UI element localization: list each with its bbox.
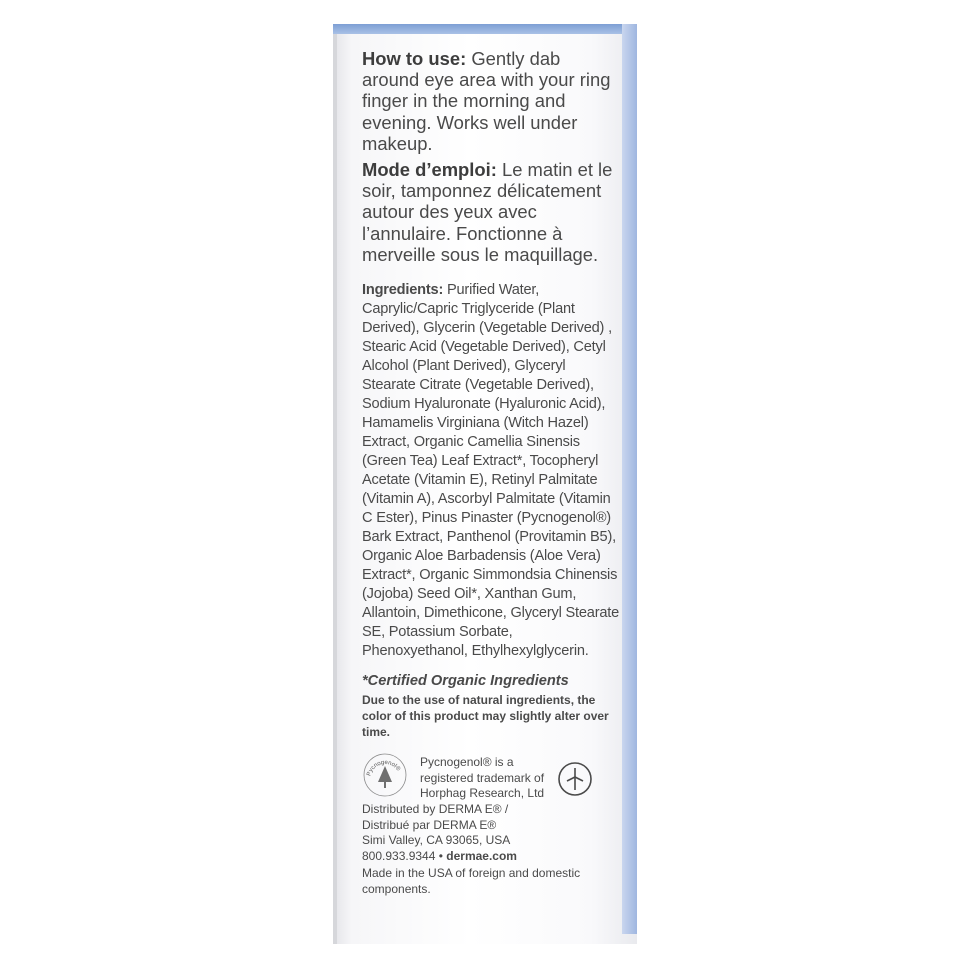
contact-line <box>362 849 620 865</box>
bullet-separator: • <box>435 848 447 863</box>
distributed-by-fr: Distribué par DERMA E® <box>362 817 497 832</box>
box-top-edge <box>333 24 637 34</box>
how-to-use-label: How to use: <box>362 48 467 69</box>
trademark-line-1: Pycnogenol® is a <box>420 755 514 769</box>
color-change-note: Due to the use of natural ingredients, the color of this product may slightly alter over time. <box>362 693 609 740</box>
distribution-info <box>362 802 620 897</box>
mode-emploi-paragraph <box>362 159 620 265</box>
box-side-edge <box>622 24 637 934</box>
address-line: Simi Valley, CA 93065, USA <box>362 833 511 847</box>
ingredients-text: Purified Water, Caprylic/Capric Triglyceride (Plant Derived), Glycerin (Vegetable Derived) , Stearic Acid (Vegetable Derived), Cetyl Alcohol (Plant Derived), Glyceryl Stearate Citrate (Vegetable Derived), Sodium Hyaluronate (Hyaluronic Acid), Hamamelis Virginiana (Witch Hazel) Extract, Organic Camellia Sinensis (Green Tea) Leaf Extract*, Tocopheryl Acetate (Vitamin E), Retinyl Palmitate (Vitamin A), Ascorbyl Palmitate (Vitamin C Ester), Pinus Pinaster (Pycnogenol®) Bark Extract, Panthenol (Provitamin B5), Organic Aloe Barbadensis (Aloe Vera) Extract*, Organic Simmondsia Chinensis (Jojoba) Seed Oil*, Xanthan Gum, Allantoin, Dimethicone, Glyceryl Stearate SE, Potassium Sorbate, Phenoxyethanol, Ethylhexylglycerin. <box>362 282 620 660</box>
mode-emploi-label: Mode d’emploi: <box>362 159 497 181</box>
trademark-section <box>362 752 620 802</box>
pycnogenol-logo-text: Pycnogenol® <box>366 759 402 777</box>
made-in-usa-text: Made in the USA of foreign and domestic components. <box>362 866 581 896</box>
website-url: dermae.com <box>446 848 517 863</box>
label-text-block <box>362 48 620 740</box>
how-to-use-paragraph <box>362 48 620 154</box>
trademark-line-3: Horphag Research, Ltd <box>420 786 545 800</box>
distributed-by-en: Distributed by DERMA E® / <box>362 802 509 816</box>
box-left-edge <box>333 34 337 944</box>
ingredients-paragraph <box>362 281 620 661</box>
certified-organic-note: *Certified Organic Ingredients <box>362 673 569 690</box>
trademark-text <box>420 755 570 802</box>
mode-emploi-text: Le matin et le soir, tamponnez délicatement autour des yeux avec l’annulaire. Fonctionne à merveille sous le maquillage. <box>362 159 613 265</box>
pycnogenol-tree-logo-icon <box>362 752 408 798</box>
how-to-use-text: Gently dab around eye area with your ring finger in the morning and evening. Works well under makeup. <box>362 48 611 154</box>
ingredients-label: Ingredients: <box>362 282 444 299</box>
trademark-line-2: registered trademark of <box>420 770 545 785</box>
phone-number: 800.933.9344 <box>362 848 436 863</box>
wind-turbine-icon <box>558 762 592 796</box>
